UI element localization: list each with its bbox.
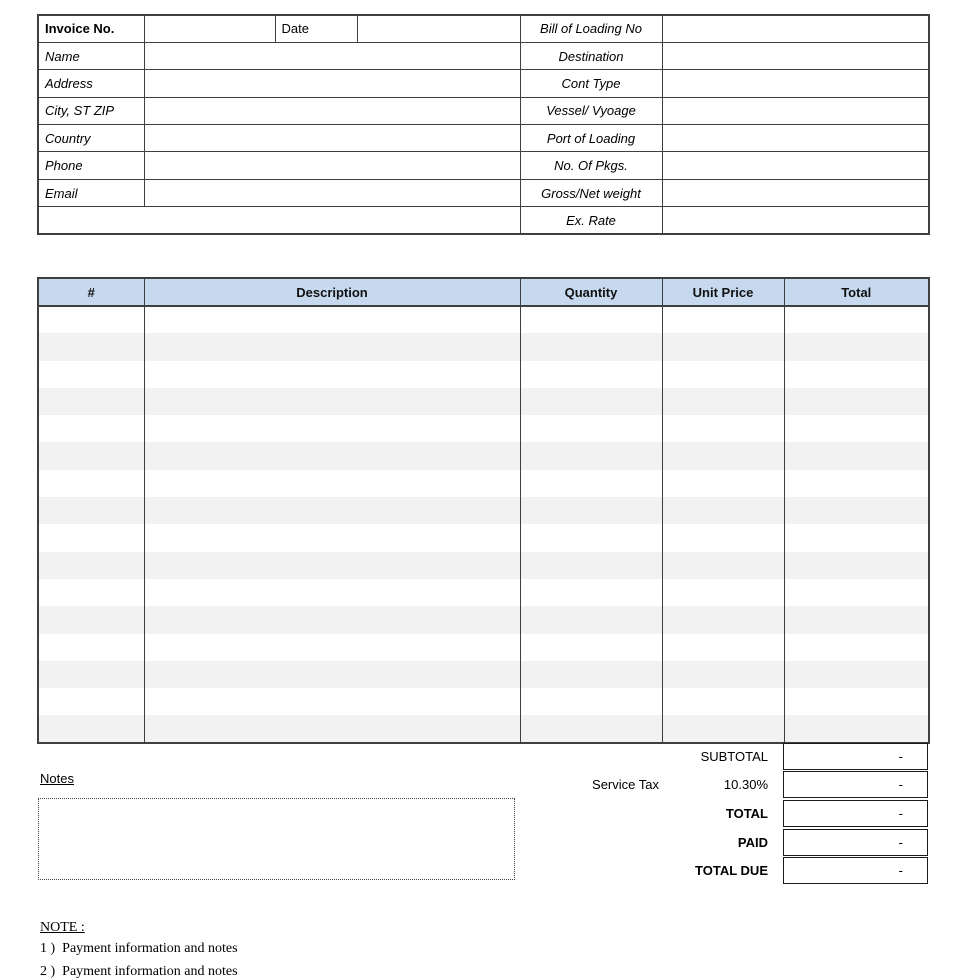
item-row xyxy=(38,306,929,333)
name-label: Name xyxy=(38,42,144,69)
item-cell[interactable] xyxy=(520,415,662,442)
form-row xyxy=(38,97,929,124)
item-cell[interactable] xyxy=(38,497,144,524)
item-cell[interactable] xyxy=(520,579,662,606)
item-cell[interactable] xyxy=(662,715,784,742)
item-cell[interactable] xyxy=(520,634,662,661)
form-row xyxy=(38,179,929,206)
column-header-number: # xyxy=(38,278,144,306)
item-cell[interactable] xyxy=(662,524,784,551)
item-cell[interactable] xyxy=(520,524,662,551)
item-cell[interactable] xyxy=(38,552,144,579)
item-cell[interactable] xyxy=(662,415,784,442)
email-label: Email xyxy=(38,179,144,206)
item-cell[interactable] xyxy=(662,688,784,715)
item-cell[interactable] xyxy=(662,661,784,688)
item-cell[interactable] xyxy=(144,361,520,388)
port-of-loading-label: Port of Loading xyxy=(520,125,662,152)
item-cell[interactable] xyxy=(38,715,144,742)
item-cell[interactable] xyxy=(662,388,784,415)
ex-rate-label: Ex. Rate xyxy=(520,207,662,234)
item-cell[interactable] xyxy=(784,552,929,579)
name-value[interactable] xyxy=(144,42,520,69)
form-row xyxy=(38,70,929,97)
phone-value[interactable] xyxy=(144,152,520,179)
item-cell[interactable] xyxy=(784,606,929,633)
address-label: Address xyxy=(38,70,144,97)
service-tax-row xyxy=(519,771,928,800)
phone-label: Phone xyxy=(38,152,144,179)
item-cell[interactable] xyxy=(662,606,784,633)
invoice-no-label: Invoice No. xyxy=(38,15,144,42)
no-of-pkgs-label: No. Of Pkgs. xyxy=(520,152,662,179)
item-cell[interactable] xyxy=(520,333,662,360)
item-cell[interactable] xyxy=(144,715,520,742)
country-label: Country xyxy=(38,125,144,152)
item-cell[interactable] xyxy=(784,688,929,715)
cont-type-label: Cont Type xyxy=(520,70,662,97)
gross-net-weight-label: Gross/Net weight xyxy=(520,179,662,206)
item-cell[interactable] xyxy=(144,606,520,633)
item-cell[interactable] xyxy=(662,306,784,333)
item-cell[interactable] xyxy=(784,415,929,442)
form-blank-cell xyxy=(38,207,520,234)
item-cell[interactable] xyxy=(38,606,144,633)
item-cell[interactable] xyxy=(144,442,520,469)
service-tax-rate: 10.30% xyxy=(723,777,768,793)
column-header-quantity: Quantity xyxy=(520,278,662,306)
item-cell[interactable] xyxy=(520,661,662,688)
item-cell[interactable] xyxy=(520,552,662,579)
item-cell[interactable] xyxy=(144,388,520,415)
city-value[interactable] xyxy=(144,97,520,124)
email-value[interactable] xyxy=(144,179,520,206)
date-value[interactable] xyxy=(357,15,520,42)
item-cell[interactable] xyxy=(662,442,784,469)
totals-summary xyxy=(519,742,928,885)
item-cell[interactable] xyxy=(784,634,929,661)
item-row xyxy=(38,333,929,360)
item-row xyxy=(38,470,929,497)
item-row xyxy=(38,579,929,606)
item-cell[interactable] xyxy=(38,361,144,388)
item-cell[interactable] xyxy=(784,361,929,388)
item-cell[interactable] xyxy=(38,470,144,497)
item-cell[interactable] xyxy=(784,442,929,469)
total-label: TOTAL xyxy=(725,805,768,821)
item-row xyxy=(38,552,929,579)
item-row xyxy=(38,524,929,551)
paid-row xyxy=(519,828,928,857)
item-cell[interactable] xyxy=(520,388,662,415)
form-row xyxy=(38,42,929,69)
footer-note-line-2: 2 ) Payment information and notes xyxy=(40,964,238,979)
item-row xyxy=(38,606,929,633)
country-value[interactable] xyxy=(144,125,520,152)
ex-rate-value[interactable] xyxy=(662,207,929,234)
item-cell[interactable] xyxy=(520,442,662,469)
date-label: Date xyxy=(275,15,357,42)
item-row xyxy=(38,715,929,742)
service-tax-value: - xyxy=(783,771,928,798)
item-row xyxy=(38,497,929,524)
line-items-table xyxy=(37,277,930,744)
destination-label: Destination xyxy=(520,42,662,69)
bill-of-loading-value[interactable] xyxy=(662,15,929,42)
items-table-body xyxy=(38,306,929,743)
item-row xyxy=(38,661,929,688)
item-cell[interactable] xyxy=(144,634,520,661)
subtotal-row xyxy=(519,742,928,771)
item-cell[interactable] xyxy=(662,552,784,579)
item-cell[interactable] xyxy=(38,415,144,442)
item-row xyxy=(38,688,929,715)
column-header-unit-price: Unit Price xyxy=(662,278,784,306)
form-row xyxy=(38,125,929,152)
item-cell[interactable] xyxy=(38,661,144,688)
item-cell[interactable] xyxy=(144,306,520,333)
form-row xyxy=(38,152,929,179)
vessel-label: Vessel/ Vyoage xyxy=(520,97,662,124)
port-of-loading-value[interactable] xyxy=(662,125,929,152)
item-cell[interactable] xyxy=(784,661,929,688)
item-cell[interactable] xyxy=(144,333,520,360)
item-cell[interactable] xyxy=(662,497,784,524)
column-header-description: Description xyxy=(144,278,520,306)
item-cell[interactable] xyxy=(144,497,520,524)
no-of-pkgs-value[interactable] xyxy=(662,152,929,179)
item-cell[interactable] xyxy=(784,470,929,497)
gross-net-weight-value[interactable] xyxy=(662,179,929,206)
item-cell[interactable] xyxy=(520,497,662,524)
item-cell[interactable] xyxy=(38,388,144,415)
item-cell[interactable] xyxy=(144,688,520,715)
item-cell[interactable] xyxy=(662,634,784,661)
form-row xyxy=(38,15,929,42)
item-cell[interactable] xyxy=(520,606,662,633)
footer-note xyxy=(40,919,238,980)
city-label: City, ST ZIP xyxy=(38,97,144,124)
total-due-label: TOTAL DUE xyxy=(695,863,768,879)
items-header-row xyxy=(38,278,929,306)
item-cell[interactable] xyxy=(784,579,929,606)
shipping-info-form xyxy=(37,14,930,235)
column-header-total: Total xyxy=(784,278,929,306)
item-cell[interactable] xyxy=(662,579,784,606)
item-cell[interactable] xyxy=(38,306,144,333)
item-row xyxy=(38,415,929,442)
item-cell[interactable] xyxy=(784,715,929,742)
notes-label: Notes xyxy=(40,771,74,786)
subtotal-value: - xyxy=(783,743,928,770)
item-cell[interactable] xyxy=(662,333,784,360)
invoice-no-value[interactable] xyxy=(144,15,275,42)
total-due-row xyxy=(519,856,928,885)
item-cell[interactable] xyxy=(520,361,662,388)
item-cell[interactable] xyxy=(784,388,929,415)
item-cell[interactable] xyxy=(662,470,784,497)
item-cell[interactable] xyxy=(784,333,929,360)
item-cell[interactable] xyxy=(38,579,144,606)
cont-type-value[interactable] xyxy=(662,70,929,97)
item-cell[interactable] xyxy=(144,415,520,442)
total-row xyxy=(519,799,928,828)
item-cell[interactable] xyxy=(38,688,144,715)
item-cell[interactable] xyxy=(784,306,929,333)
item-cell[interactable] xyxy=(520,306,662,333)
total-due-value: - xyxy=(783,857,928,884)
footer-note-title: NOTE : xyxy=(40,920,85,935)
item-cell[interactable] xyxy=(520,715,662,742)
bill-of-loading-label: Bill of Loading No xyxy=(520,15,662,42)
form-row xyxy=(38,207,929,234)
paid-label: PAID xyxy=(737,834,768,850)
item-row xyxy=(38,442,929,469)
item-cell[interactable] xyxy=(38,634,144,661)
service-tax-label: Service Tax xyxy=(592,777,659,793)
total-value: - xyxy=(783,800,928,827)
item-cell[interactable] xyxy=(38,524,144,551)
item-cell[interactable] xyxy=(144,579,520,606)
item-row xyxy=(38,634,929,661)
item-cell[interactable] xyxy=(520,470,662,497)
subtotal-label: SUBTOTAL xyxy=(700,748,768,764)
item-cell[interactable] xyxy=(144,470,520,497)
paid-value: - xyxy=(783,829,928,856)
item-cell[interactable] xyxy=(662,361,784,388)
footer-note-line-1: 1 ) Payment information and notes xyxy=(40,941,238,956)
item-row xyxy=(38,361,929,388)
destination-value[interactable] xyxy=(662,42,929,69)
item-cell[interactable] xyxy=(784,497,929,524)
vessel-value[interactable] xyxy=(662,97,929,124)
notes-input-box[interactable] xyxy=(38,798,515,880)
address-value[interactable] xyxy=(144,70,520,97)
item-cell[interactable] xyxy=(144,552,520,579)
item-cell[interactable] xyxy=(38,442,144,469)
item-cell[interactable] xyxy=(144,661,520,688)
item-cell[interactable] xyxy=(520,688,662,715)
item-cell[interactable] xyxy=(784,524,929,551)
item-row xyxy=(38,388,929,415)
item-cell[interactable] xyxy=(38,333,144,360)
item-cell[interactable] xyxy=(144,524,520,551)
